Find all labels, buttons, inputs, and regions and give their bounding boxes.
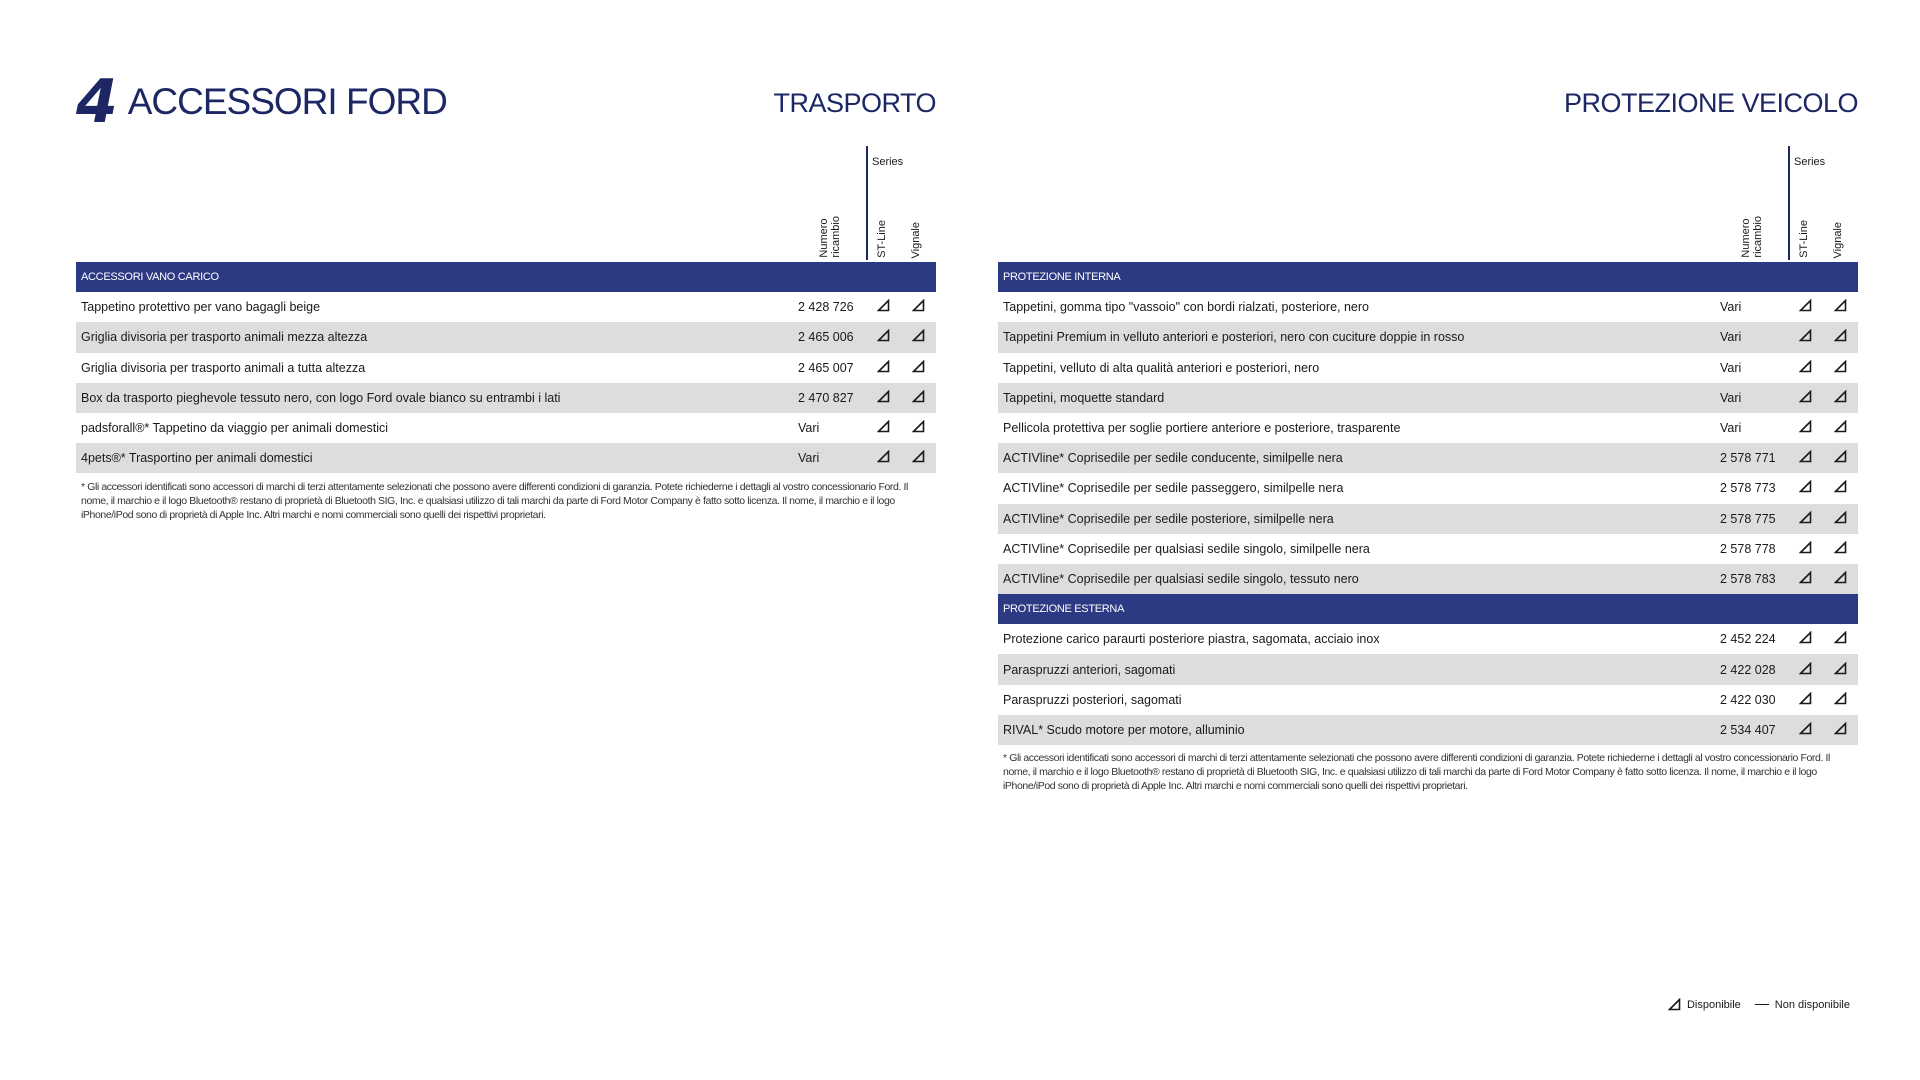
- part-number: Vari: [1720, 413, 1788, 443]
- accessory-description: ACTIVline* Coprisedile per sedile posteriore, similpelle nera: [998, 504, 1720, 534]
- st-line-availability: [1788, 564, 1823, 594]
- available-triangle-icon: [1834, 420, 1847, 433]
- available-triangle-icon: [1799, 390, 1812, 403]
- available-triangle-icon: [877, 329, 890, 342]
- section-title: ACCESSORI VANO CARICO: [76, 262, 936, 292]
- available-triangle-icon: [1799, 480, 1812, 493]
- available-triangle-icon: [1799, 571, 1812, 584]
- available-triangle-icon: [1799, 420, 1812, 433]
- accessory-description: Tappetini, velluto di alta qualità anteriori e posteriori, nero: [998, 353, 1720, 383]
- table-row: [998, 534, 1858, 564]
- st-line-availability: [1788, 534, 1823, 564]
- part-number: 2 578 778: [1720, 534, 1788, 564]
- footnote: * Gli accessori identificati sono accessori di marchi di terzi attentamente selezionati che possono avere differenti condizioni di garanzia. Potete richiederne i dettagli al vostro concessionario Ford. Il nome, il marchio e il logo Bluetooth® restano di proprietà di Bluetooth SIG, Inc. e qualsiasi utilizzo di tali marchi da parte di Ford Motor Company è fatto sotto licenza. Il nome, il marchio e il logo iPhone/iPod sono di proprietà di Apple Inc. Altri marchi e nomi commerciali sono quelli dei rispettivi proprietari.: [81, 481, 908, 521]
- accessory-description: ACTIVline* Coprisedile per sedile passeggero, similpelle nera: [998, 473, 1720, 503]
- st-line-availability: [1788, 383, 1823, 413]
- available-triangle-icon: [1799, 360, 1812, 373]
- table-row: [998, 443, 1858, 473]
- table-row: [998, 715, 1858, 745]
- st-line-availability: [1788, 473, 1823, 503]
- table-row: [998, 413, 1858, 443]
- section-header: [998, 262, 1858, 292]
- table-row: [76, 383, 936, 413]
- part-number: Vari: [798, 443, 866, 473]
- transport-table: [76, 262, 936, 473]
- vignale-availability: [901, 353, 936, 383]
- available-triangle-icon: [1834, 390, 1847, 403]
- part-number: 2 422 030: [1720, 685, 1788, 715]
- chapter-title: ACCESSORI FORD: [127, 81, 447, 122]
- vignale-availability: [1823, 715, 1858, 745]
- vignale-availability: [1823, 292, 1858, 322]
- available-triangle-icon: [912, 390, 925, 403]
- available-triangle-icon: [1834, 511, 1847, 524]
- st-line-availability: [1788, 715, 1823, 745]
- available-triangle-icon: [877, 299, 890, 312]
- legend: [1668, 998, 1850, 1011]
- vignale-availability: [1823, 473, 1858, 503]
- page-header: [76, 67, 447, 137]
- accessory-description: RIVAL* Scudo motore per motore, alluminio: [998, 715, 1720, 745]
- st-line-availability: [1788, 685, 1823, 715]
- available-triangle-icon: [1799, 722, 1812, 735]
- part-number: Vari: [1720, 322, 1788, 352]
- vignale-availability: [1823, 443, 1858, 473]
- accessory-description: Tappetini Premium in velluto anteriori e posteriori, nero con cuciture doppie in rosso: [998, 322, 1720, 352]
- available-triangle-icon: [1834, 360, 1847, 373]
- accessory-description: Tappetini, gomma tipo "vassoio" con bordi rialzati, posteriore, nero: [998, 292, 1720, 322]
- available-triangle-icon: [1799, 662, 1812, 675]
- part-number: 2 578 771: [1720, 443, 1788, 473]
- available-triangle-icon: [1799, 692, 1812, 705]
- table-row: [998, 504, 1858, 534]
- legend-available-label: Disponibile: [1686, 998, 1741, 1011]
- chapter-number: 4: [76, 67, 116, 137]
- accessory-description: Paraspruzzi posteriori, sagomati: [998, 685, 1720, 715]
- panel-title: TRASPORTO: [773, 88, 936, 118]
- footnote: * Gli accessori identificati sono accessori di marchi di terzi attentamente selezionati che possono avere differenti condizioni di garanzia. Potete richiederne i dettagli al vostro concessionario Ford. Il nome, il marchio e il logo Bluetooth® restano di proprietà di Bluetooth SIG, Inc. e qualsiasi utilizzo di tali marchi da parte di Ford Motor Company è fatto sotto licenza. Il nome, il marchio e il logo iPhone/iPod sono di proprietà di Apple Inc. Altri marchi e nomi commerciali sono quelli dei rispettivi proprietari.: [1003, 752, 1830, 792]
- table-row: [998, 383, 1858, 413]
- st-line-availability: [1788, 413, 1823, 443]
- available-triangle-icon: [1834, 480, 1847, 493]
- series-divider: [1788, 146, 1790, 260]
- part-number: 2 578 775: [1720, 504, 1788, 534]
- st-line-availability: [1788, 624, 1823, 654]
- vehicle-protection-table: [998, 262, 1858, 745]
- accessory-description: Protezione carico paraurti posteriore piastra, sagomata, acciaio inox: [998, 624, 1720, 654]
- part-number: Vari: [1720, 383, 1788, 413]
- column-headers: [76, 146, 936, 260]
- table-row: [998, 654, 1858, 684]
- accessory-description: Tappetini, moquette standard: [998, 383, 1720, 413]
- available-triangle-icon: [912, 329, 925, 342]
- table-row: [76, 413, 936, 443]
- table-row: [998, 564, 1858, 594]
- available-triangle-icon: [912, 299, 925, 312]
- column-headers: [998, 146, 1858, 260]
- part-number: 2 465 006: [798, 322, 866, 352]
- available-triangle-icon: [1799, 450, 1812, 463]
- available-triangle-icon: [877, 390, 890, 403]
- st-line-header: ST-Line: [876, 220, 888, 258]
- part-number: 2 470 827: [798, 383, 866, 413]
- part-number: Vari: [798, 413, 866, 443]
- available-triangle-icon: [912, 420, 925, 433]
- part-number: 2 578 783: [1720, 564, 1788, 594]
- part-number: 2 534 407: [1720, 715, 1788, 745]
- vignale-availability: [1823, 624, 1858, 654]
- vignale-availability: [1823, 383, 1858, 413]
- st-line-availability: [1788, 443, 1823, 473]
- legend-not-available-label: Non disponibile: [1774, 998, 1850, 1011]
- table-row: [76, 443, 936, 473]
- vignale-availability: [1823, 322, 1858, 352]
- table-row: [76, 353, 936, 383]
- vignale-availability: [901, 443, 936, 473]
- available-triangle-icon: [1799, 329, 1812, 342]
- table-row: [998, 322, 1858, 352]
- st-line-availability: [866, 292, 901, 322]
- vignale-availability: [1823, 504, 1858, 534]
- st-line-availability: [866, 383, 901, 413]
- vignale-availability: [1823, 534, 1858, 564]
- accessory-description: ACTIVline* Coprisedile per qualsiasi sedile singolo, tessuto nero: [998, 564, 1720, 594]
- accessory-description: ACTIVline* Coprisedile per sedile conducente, similpelle nera: [998, 443, 1720, 473]
- st-line-availability: [866, 443, 901, 473]
- available-triangle-icon: [877, 360, 890, 373]
- available-triangle-icon: [1799, 299, 1812, 312]
- part-number: 2 465 007: [798, 353, 866, 383]
- st-line-availability: [866, 353, 901, 383]
- st-line-availability: [1788, 322, 1823, 352]
- vignale-availability: [901, 322, 936, 352]
- st-line-availability: [1788, 504, 1823, 534]
- panel-title: PROTEZIONE VEICOLO: [1563, 88, 1858, 118]
- available-triangle-icon: [1834, 329, 1847, 342]
- vignale-availability: [901, 292, 936, 322]
- available-triangle-icon: [1834, 662, 1847, 675]
- available-triangle-icon: [1799, 541, 1812, 554]
- vignale-availability: [901, 383, 936, 413]
- accessory-description: Box da trasporto pieghevole tessuto nero, con logo Ford ovale bianco su entrambi i lati: [76, 383, 798, 413]
- accessory-description: padsforall®* Tappetino da viaggio per animali domestici: [76, 413, 798, 443]
- st-line-availability: [866, 322, 901, 352]
- available-triangle-icon: [1834, 450, 1847, 463]
- available-triangle-icon: [1799, 511, 1812, 524]
- part-number: Vari: [1720, 292, 1788, 322]
- vignale-availability: [1823, 353, 1858, 383]
- accessory-description: Griglia divisoria per trasporto animali mezza altezza: [76, 322, 798, 352]
- part-number-header: Numero ricambio: [818, 216, 842, 258]
- available-triangle-icon: [1834, 571, 1847, 584]
- section-header: [998, 594, 1858, 624]
- table-row: [998, 473, 1858, 503]
- vignale-header: Vignale: [1832, 221, 1844, 258]
- available-triangle-icon: [1799, 631, 1812, 644]
- section-title: PROTEZIONE ESTERNA: [998, 594, 1858, 624]
- vignale-availability: [1823, 564, 1858, 594]
- part-number: 2 428 726: [798, 292, 866, 322]
- accessory-description: Paraspruzzi anteriori, sagomati: [998, 654, 1720, 684]
- table-row: [998, 685, 1858, 715]
- available-triangle-icon: [877, 420, 890, 433]
- available-triangle-icon: [1834, 541, 1847, 554]
- dash-icon: [1755, 1004, 1769, 1006]
- st-line-availability: [1788, 654, 1823, 684]
- available-triangle-icon: [1668, 998, 1681, 1011]
- table-row: [998, 292, 1858, 322]
- accessory-description: Pellicola protettiva per soglie portiere anteriore e posteriore, trasparente: [998, 413, 1720, 443]
- accessory-description: ACTIVline* Coprisedile per qualsiasi sedile singolo, similpelle nera: [998, 534, 1720, 564]
- available-triangle-icon: [1834, 692, 1847, 705]
- vignale-header: Vignale: [910, 221, 922, 258]
- section-header: [76, 262, 936, 292]
- available-triangle-icon: [1834, 631, 1847, 644]
- table-row: [998, 624, 1858, 654]
- table-row: [76, 292, 936, 322]
- vignale-availability: [1823, 654, 1858, 684]
- vignale-availability: [901, 413, 936, 443]
- available-triangle-icon: [912, 450, 925, 463]
- available-triangle-icon: [912, 360, 925, 373]
- st-line-header: ST-Line: [1798, 220, 1810, 258]
- series-header: Series: [872, 156, 904, 168]
- accessory-description: Griglia divisoria per trasporto animali a tutta altezza: [76, 353, 798, 383]
- part-number: 2 578 773: [1720, 473, 1788, 503]
- section-title: PROTEZIONE INTERNA: [998, 262, 1858, 292]
- table-row: [76, 322, 936, 352]
- st-line-availability: [866, 413, 901, 443]
- vignale-availability: [1823, 413, 1858, 443]
- vignale-availability: [1823, 685, 1858, 715]
- series-header: Series: [1794, 156, 1826, 168]
- available-triangle-icon: [1834, 722, 1847, 735]
- part-number: 2 422 028: [1720, 654, 1788, 684]
- accessory-description: Tappetino protettivo per vano bagagli beige: [76, 292, 798, 322]
- st-line-availability: [1788, 353, 1823, 383]
- table-row: [998, 353, 1858, 383]
- st-line-availability: [1788, 292, 1823, 322]
- available-triangle-icon: [877, 450, 890, 463]
- series-divider: [866, 146, 868, 260]
- part-number-header: Numero ricambio: [1740, 216, 1764, 258]
- available-triangle-icon: [1834, 299, 1847, 312]
- accessory-description: 4pets®* Trasportino per animali domestici: [76, 443, 798, 473]
- part-number: Vari: [1720, 353, 1788, 383]
- part-number: 2 452 224: [1720, 624, 1788, 654]
